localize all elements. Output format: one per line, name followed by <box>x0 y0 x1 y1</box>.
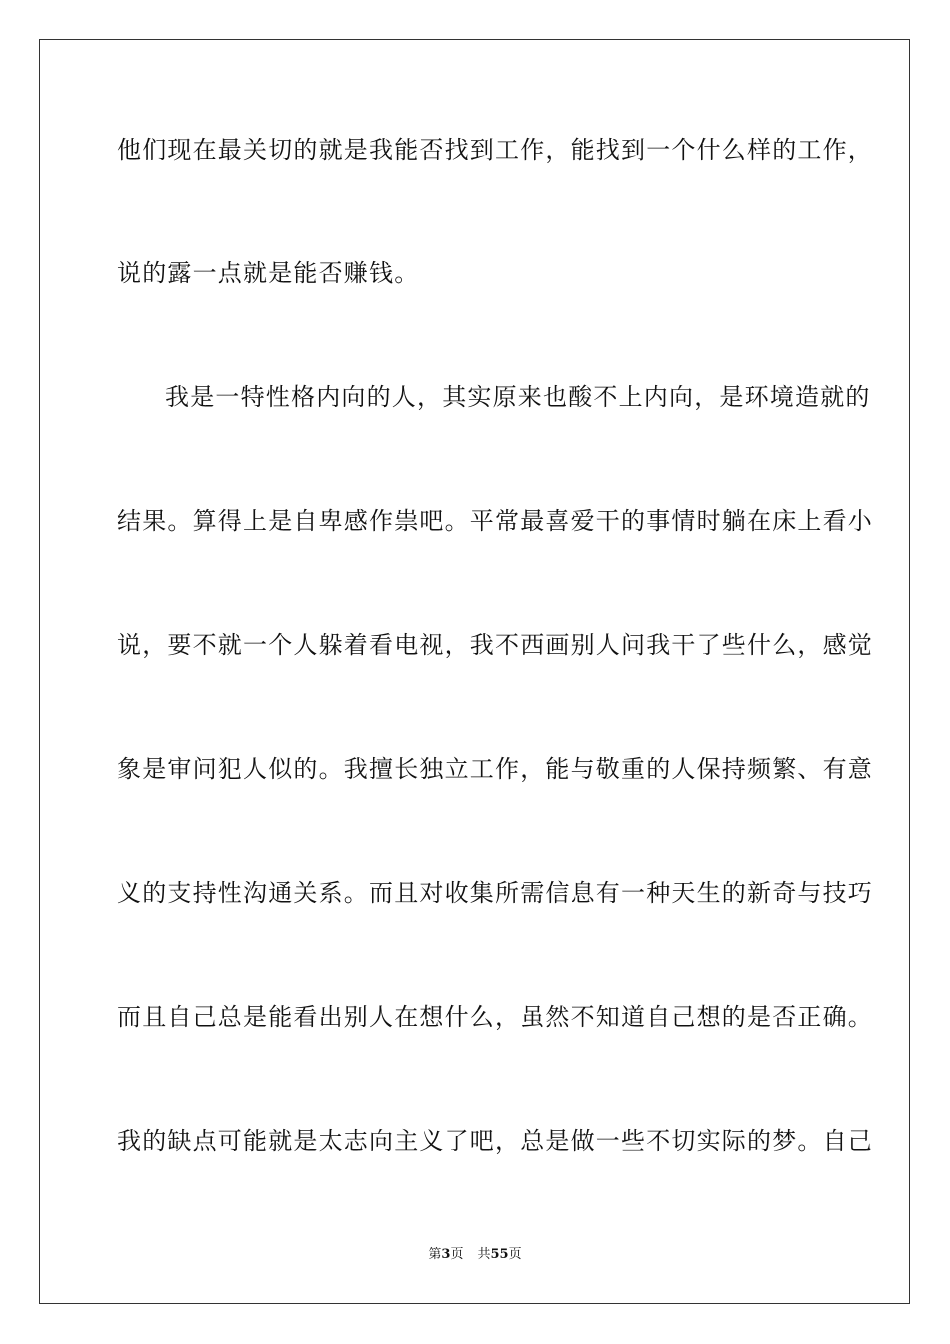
footer-total-prefix: 共 <box>477 1247 491 1262</box>
text-line-5: 说，要不就一个人躲着看电视，我不西画别人问我干了些什么，感觉 <box>117 631 873 659</box>
text-line-4: 结果。算得上是自卑感作祟吧。平常最喜爱干的事情时躺在床上看小 <box>117 507 873 535</box>
text-line-7: 义的支持性沟通关系。而且对收集所需信息有一种天生的新奇与技巧 <box>117 879 873 907</box>
footer-page-suffix: 页 <box>450 1247 464 1262</box>
text-line-9: 我的缺点可能就是太志向主义了吧，总是做一些不切实际的梦。自己 <box>117 1127 873 1155</box>
text-line-3: 我是一特性格内向的人，其实原来也酸不上内向，是环境造就的 <box>165 383 871 411</box>
text-line-8: 而且自己总是能看出别人在想什么，虽然不知道自己想的是否正确。 <box>117 1003 873 1031</box>
footer-page-prefix: 第 <box>428 1247 442 1262</box>
page-footer <box>0 1246 950 1264</box>
page-border <box>39 39 910 1304</box>
footer-total-number: 55 <box>490 1247 509 1262</box>
text-line-6: 象是审问犯人似的。我擅长独立工作，能与敬重的人保持频繁、有意 <box>117 755 873 783</box>
text-line-2: 说的露一点就是能否赚钱。 <box>117 259 420 287</box>
footer-total-suffix: 页 <box>508 1247 522 1262</box>
text-line-1: 他们现在最关切的就是我能否找到工作，能找到一个什么样的工作， <box>117 136 873 164</box>
footer-page-number: 3 <box>441 1247 451 1262</box>
